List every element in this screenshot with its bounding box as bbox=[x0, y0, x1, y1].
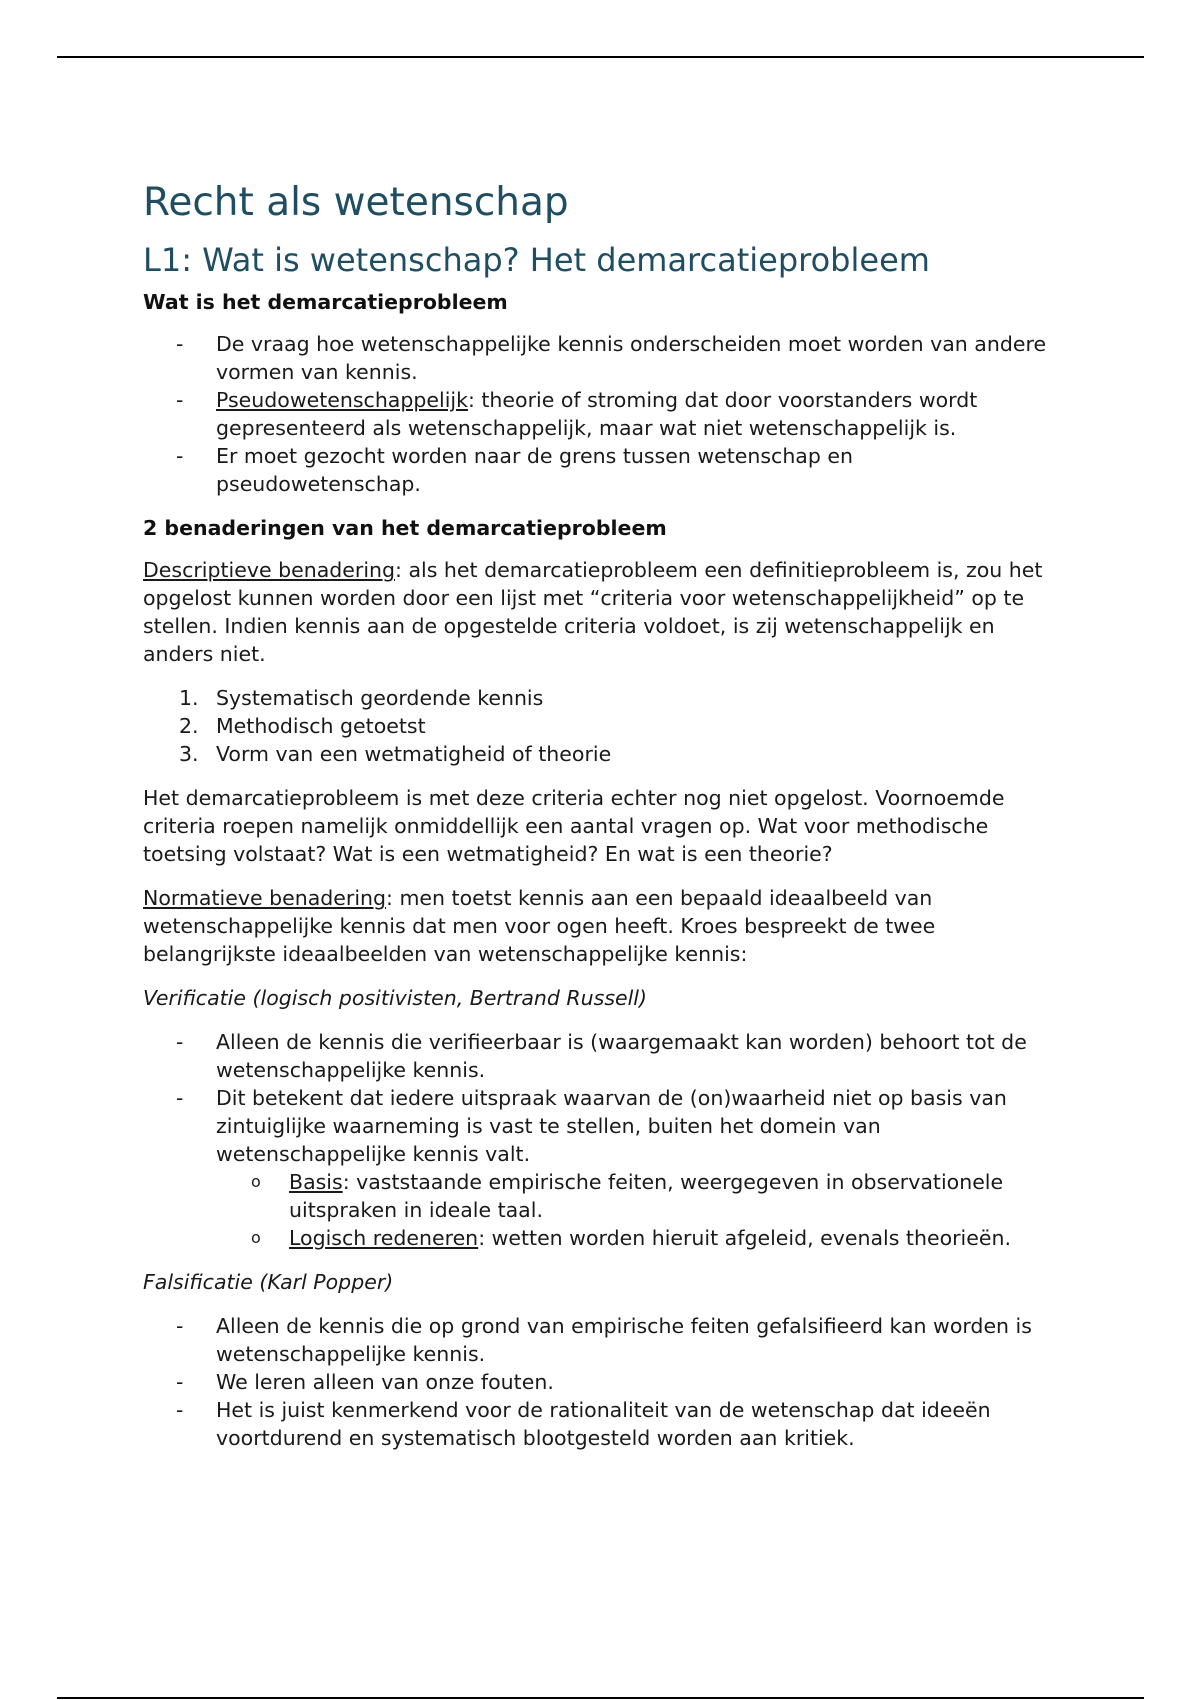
term: Logisch redeneren bbox=[289, 1226, 479, 1250]
subsection-heading: Falsificatie (Karl Popper) bbox=[143, 1270, 394, 1294]
list-item: - Pseudowetenschappelijk: theorie of stroming dat door voorstanders wordt gepresenteerd als wetenschappelijk, maar wat niet wetenschappelijk is. bbox=[176, 388, 978, 440]
list-item: o Basis: vaststaande empirische feiten, weergegeven in observationele uitspraken in ideale taal. bbox=[251, 1170, 1004, 1222]
dash-bullet: - bbox=[176, 332, 184, 356]
bullet-list bbox=[143, 330, 1063, 498]
list-item: - Dit betekent dat iedere uitspraak waarvan de (on)waarheid niet op basis van zintuiglijke waarneming is vast te stellen, buiten het domein van wetenschappelijke kennis valt. o Basis: vaststaande empirische feiten, weergegeven in observationele uitspraken in ideale taal. o Logisch redeneren: wetten worden hieruit afgeleid, evenals theorieën. bbox=[143, 1084, 1063, 1252]
dash-bullet: - bbox=[176, 1314, 184, 1338]
dash-bullet: - bbox=[176, 1030, 184, 1054]
chapter-heading: L1: Wat is wetenschap? Het demarcatieprobleem bbox=[143, 241, 930, 279]
bottom-rule bbox=[57, 1697, 1144, 1699]
paragraph: Normatieve benadering: men toetst kennis aan een bepaald ideaalbeeld van wetenschappelijke kennis dat men voor ogen heeft. Kroes bespreekt de twee belangrijkste ideaalbeelden van wetenschappelijke kennis: bbox=[143, 886, 936, 966]
term: Basis bbox=[289, 1170, 343, 1194]
dash-bullet: - bbox=[176, 1370, 184, 1394]
list-item: - Alleen de kennis die verifieerbaar is (waargemaakt kan worden) behoort tot de wetenschappelijke kennis. bbox=[176, 1030, 1027, 1082]
list-item: 1. Systematisch geordende kennis bbox=[179, 686, 544, 710]
section-heading: 2 benaderingen van het demarcatieprobleem bbox=[143, 516, 667, 540]
paragraph: Het demarcatieprobleem is met deze criteria echter nog niet opgelost. Voornoemde criteria roepen namelijk onmiddellijk een aantal vragen op. Wat voor methodische toetsing volstaat? Wat is een wetmatigheid? En wat is een theorie? bbox=[143, 786, 1005, 866]
term: Pseudowetenschappelijk bbox=[216, 388, 468, 412]
numbered-list bbox=[143, 684, 1063, 768]
circle-bullet: o bbox=[251, 1228, 261, 1247]
term: Descriptieve benadering bbox=[143, 558, 396, 582]
list-item: 3. Vorm van een wetmatigheid of theorie bbox=[179, 742, 612, 766]
dash-bullet: - bbox=[176, 1086, 184, 1110]
circle-bullet: o bbox=[251, 1172, 261, 1191]
page-title: Recht als wetenschap bbox=[143, 180, 569, 225]
list-item: - Er moet gezocht worden naar de grens tussen wetenschap en pseudowetenschap. bbox=[176, 444, 854, 496]
list-item: - We leren alleen van onze fouten. bbox=[176, 1370, 554, 1394]
paragraph: Descriptieve benadering: als het demarcatieprobleem een definitieprobleem is, zou het opgelost kunnen worden door een lijst met “criteria voor wetenschappelijkheid” op te stellen. Indien kennis aan de opgestelde criteria voldoet, is zij wetenschappelijk en anders niet. bbox=[143, 558, 1043, 666]
bullet-list bbox=[143, 1028, 1063, 1252]
list-item: 2. Methodisch getoetst bbox=[179, 714, 426, 738]
dash-bullet: - bbox=[176, 388, 184, 412]
subsection-heading: Verificatie (logisch positivisten, Bertrand Russell) bbox=[143, 986, 648, 1010]
dash-bullet: - bbox=[176, 1398, 184, 1422]
section-heading: Wat is het demarcatieprobleem bbox=[143, 290, 508, 314]
list-item: o Logisch redeneren: wetten worden hieruit afgeleid, evenals theorieën. bbox=[251, 1226, 1011, 1250]
sub-bullet-list bbox=[216, 1168, 1063, 1252]
term: Normatieve benadering bbox=[143, 886, 387, 910]
list-item: - Het is juist kenmerkend voor de rationaliteit van de wetenschap dat ideeën voortdurend en systematisch blootgesteld worden aan kritiek. bbox=[176, 1398, 991, 1450]
list-item: - De vraag hoe wetenschappelijke kennis onderscheiden moet worden van andere vormen van kennis. bbox=[176, 332, 1047, 384]
bullet-list bbox=[143, 1312, 1063, 1452]
dash-bullet: - bbox=[176, 444, 184, 468]
list-item: - Alleen de kennis die op grond van empirische feiten gefalsifieerd kan worden is wetenschappelijke kennis. bbox=[176, 1314, 1032, 1366]
document-body bbox=[143, 180, 1063, 1468]
top-rule bbox=[57, 56, 1144, 58]
